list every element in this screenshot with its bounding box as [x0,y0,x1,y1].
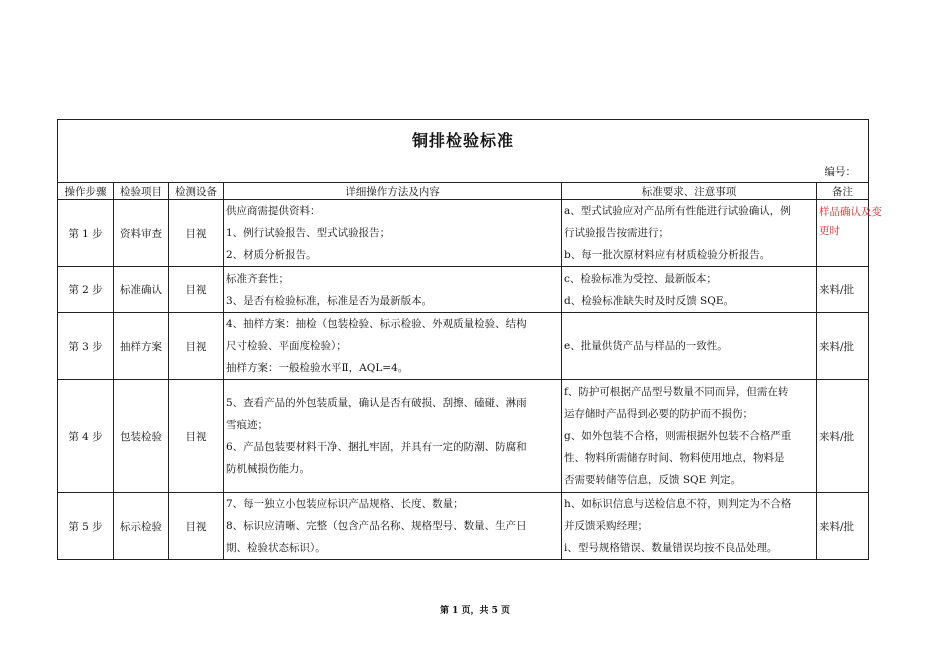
page-footer: 第 1 页，共 5 页 [439,606,511,616]
column-header: 操作步骤 [58,183,114,200]
method-cell [224,200,562,267]
method-line: 8、标识应清晰、完整（包含产品名称、规格型号、数量、生产日 [226,520,527,532]
column-header: 检测设备 [169,183,224,200]
standard-line: b、每一批次原材料应有材质检验分析报告。 [564,249,771,261]
standard-line: i、型号规格错误、数量错误均按不良品处理。 [564,542,778,554]
method-cell [224,493,562,560]
method-line: 雪痕迹； [226,419,268,431]
device-cell: 目视 [169,267,224,313]
remark-cell: 来料/批 [817,493,869,560]
remark-cell: 来料/批 [817,267,869,313]
table-row [58,313,869,380]
doc-number-label: 编号： [824,166,857,178]
item-cell: 标示检验 [114,493,169,560]
standard-line: a、型式试验应对产品所有性能进行试验确认，例 [564,205,791,217]
step-cell: 第 5 步 [58,493,114,560]
remark-cell [817,200,882,267]
standard-cell [562,313,817,380]
standard-line: h、如标识信息与送检信息不符，则判定为不合格 [564,498,792,510]
inspection-standard-table [57,119,882,560]
standard-cell [562,493,817,560]
remark-line: 更时 [819,225,840,237]
item-cell: 包装检验 [114,380,169,493]
column-header: 标准要求、注意事项 [562,183,817,200]
title-cell [58,120,869,183]
method-line: 抽样方案：一般检验水平Ⅱ，AQL=4。 [226,362,409,374]
standard-line: c、检验标准为受控、最新版本； [564,272,717,285]
method-line: 1、例行试验报告、型式试验报告； [226,227,391,239]
remark-cell: 来料/批 [817,313,869,380]
method-line: 尺寸检验、平面度检验）； [226,340,347,352]
method-cell [224,313,562,380]
item-cell: 抽样方案 [114,313,169,380]
remark-line: 样品确认及变 [819,206,882,218]
standard-line: 运存储时产品得到必要的防护而不损伤； [564,408,753,420]
method-cell [224,267,562,313]
item-cell: 标准确认 [114,267,169,313]
standard-line: g、如外包装不合格，则需根据外包装不合格严重 [564,430,792,442]
method-line: 防机械损伤能力。 [226,463,310,475]
device-cell: 目视 [169,200,224,267]
method-line: 供应商需提供资料： [226,205,321,217]
table-row [58,200,869,267]
device-cell: 目视 [169,493,224,560]
device-cell: 目视 [169,380,224,493]
method-cell [224,380,562,493]
standard-line: 性、物料所需储存时间、物料使用地点，物料是 [564,452,785,464]
standard-line: e、批量供货产品与样品的一致性。 [564,340,728,352]
standard-line: f、防护可根据产品型号数量不同而异，但需在转 [564,386,789,398]
table-row [58,493,869,560]
step-cell: 第 4 步 [58,380,114,493]
step-cell: 第 2 步 [58,267,114,313]
document-title: 铜排检验标准 [412,131,515,150]
header-row [58,183,869,200]
step-cell: 第 1 步 [58,200,114,267]
standard-line: 否需要转储等信息，反馈 SQE 判定。 [564,474,742,486]
method-line: 标准齐套性； [226,272,289,285]
remark-cell: 来料/批 [817,380,869,493]
step-cell: 第 3 步 [58,313,114,380]
standard-line: d、检验标准缺失时及时反馈 SQE。 [564,294,735,307]
standard-cell [562,380,817,493]
method-line: 6、产品包装要材料干净、捆扎牢固，并具有一定的防潮、防腐和 [226,441,527,453]
method-line: 3、是否有检验标准，标准是否为最新版本。 [226,294,433,307]
method-line: 4、抽样方案：抽检（包装检验、标示检验、外观质量检验、结构 [226,318,527,330]
device-cell: 目视 [169,313,224,380]
method-line: 期、检验状态标识）。 [226,542,326,554]
column-header: 备注 [817,183,869,200]
standard-line: 并反馈采购经理； [564,520,648,532]
method-line: 5、查看产品的外包装质量，确认是否有破损、刮擦、磕碰、淋雨 [226,397,527,409]
table-row [58,380,869,493]
standard-cell [562,200,817,267]
method-line: 7、每一独立小包装应标识产品规格、长度、数量； [226,498,464,510]
column-header: 详细操作方法及内容 [224,183,562,200]
column-header: 检验项目 [114,183,169,200]
item-cell: 资料审查 [114,200,169,267]
standard-cell [562,267,817,313]
standard-line: 行试验报告按需进行； [564,227,669,239]
table-row [58,267,869,313]
method-line: 2、材质分析报告。 [226,249,317,261]
